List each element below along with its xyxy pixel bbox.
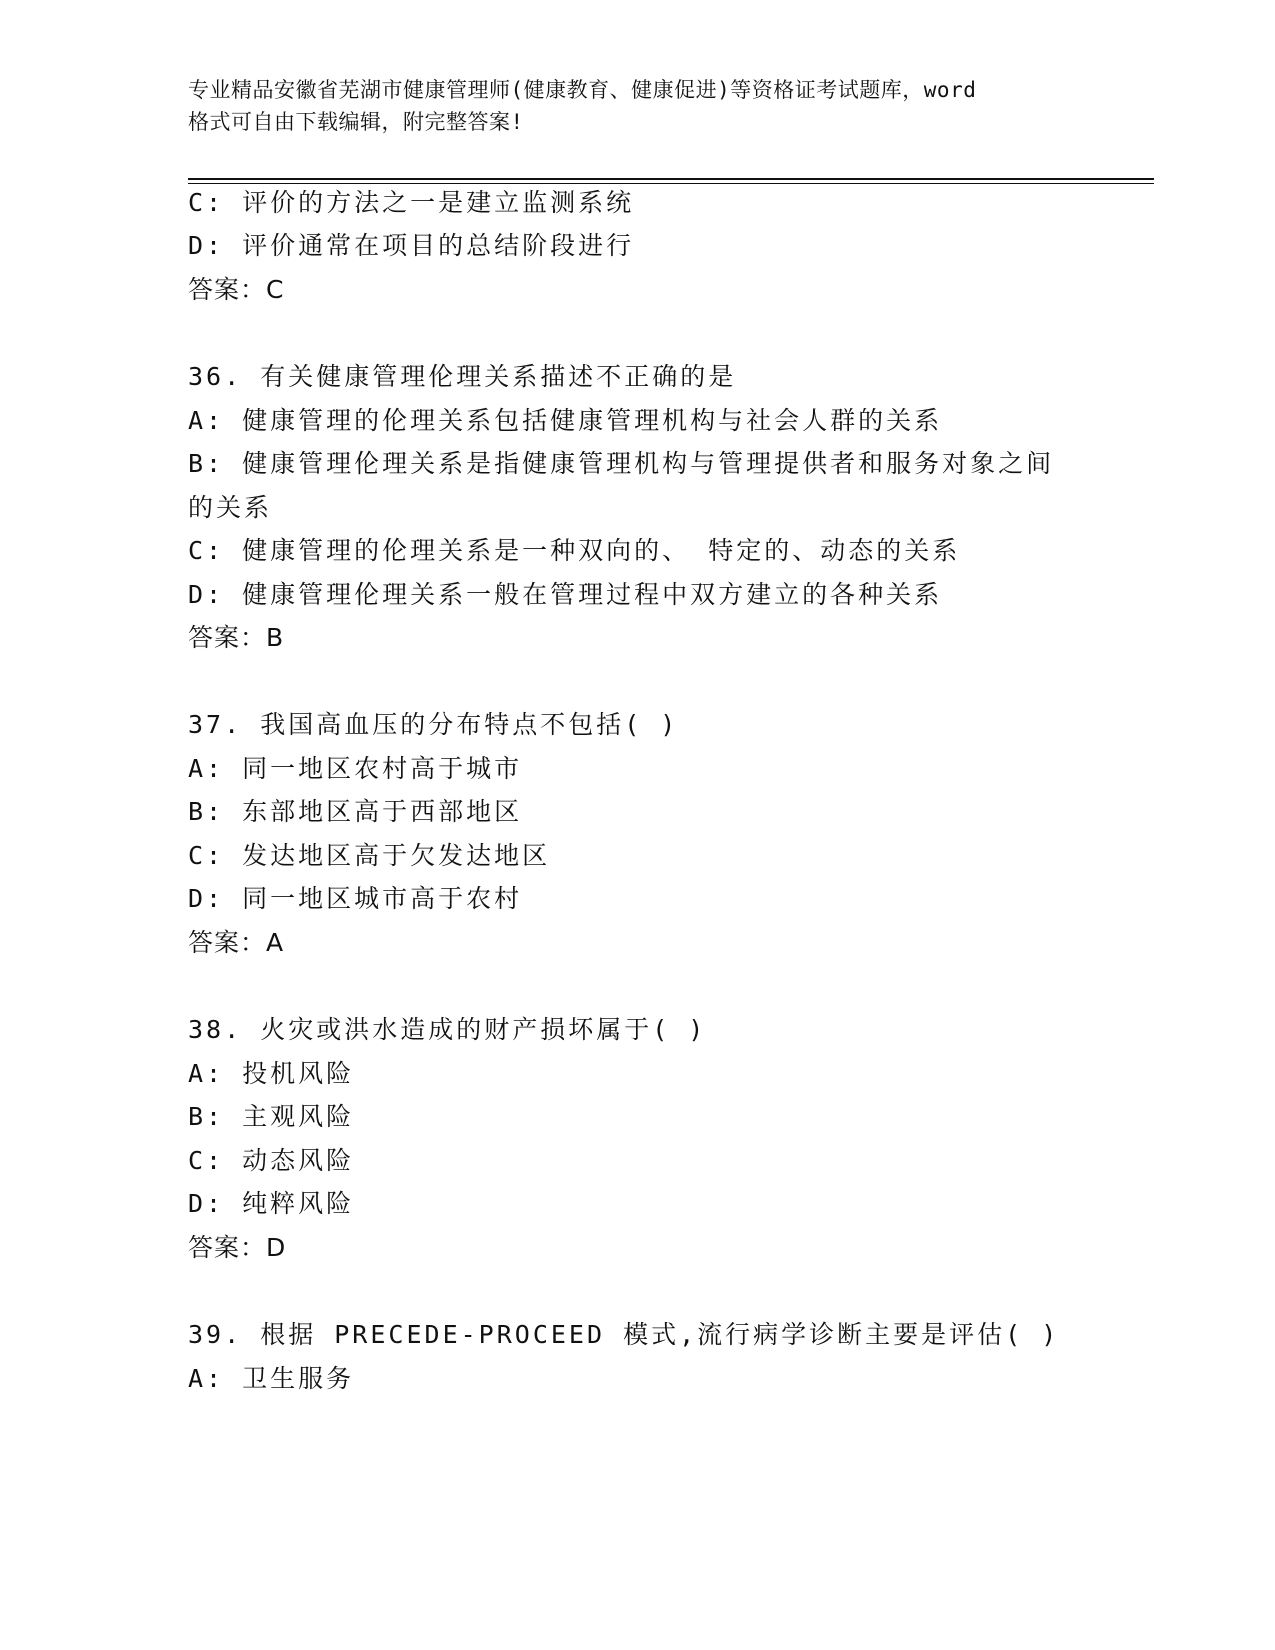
- q35-answer: 答案：C: [188, 275, 285, 304]
- q35-option-c: C: 评价的方法之一是建立监测系统: [188, 188, 635, 217]
- header-divider: [188, 178, 1154, 180]
- header-line-1: 专业精品安徽省芜湖市健康管理师(健康教育、健康促进)等资格证考试题库，word: [188, 78, 977, 102]
- q36-option-b: B: 健康管理伦理关系是指健康管理机构与管理提供者和服务对象之间: [188, 449, 1055, 478]
- q36-option-b-continued: 的关系: [188, 493, 273, 522]
- q36-option-c: C: 健康管理的伦理关系是一种双向的、 特定的、动态的关系: [188, 536, 961, 565]
- q36-question: 36. 有关健康管理伦理关系描述不正确的是: [188, 362, 737, 391]
- header-divider-thin: [188, 183, 1154, 184]
- q37-answer: 答案：A: [188, 928, 285, 957]
- q38-option-c: C: 动态风险: [188, 1146, 355, 1175]
- q38-option-b: B: 主观风险: [188, 1102, 355, 1131]
- q38-option-a: A: 投机风险: [188, 1059, 355, 1088]
- q39-question: 39. 根据 PRECEDE-PROCEED 模式,流行病学诊断主要是评估( ): [188, 1320, 1060, 1349]
- q36-answer: 答案：B: [188, 623, 285, 652]
- q37-question: 37. 我国高血压的分布特点不包括( ): [188, 710, 679, 739]
- q36-option-a: A: 健康管理的伦理关系包括健康管理机构与社会人群的关系: [188, 406, 943, 435]
- q37-option-b: B: 东部地区高于西部地区: [188, 797, 523, 826]
- q38-option-d: D: 纯粹风险: [188, 1189, 355, 1218]
- q37-option-c: C: 发达地区高于欠发达地区: [188, 841, 551, 870]
- q37-option-a: A: 同一地区农村高于城市: [188, 754, 523, 783]
- header-line-2: 格式可自由下载编辑，附完整答案!: [188, 110, 524, 134]
- document-header: [188, 74, 1088, 138]
- q39-option-a: A: 卫生服务: [188, 1364, 355, 1393]
- q36-option-d: D: 健康管理伦理关系一般在管理过程中双方建立的各种关系: [188, 580, 943, 609]
- q35-option-d: D: 评价通常在项目的总结阶段进行: [188, 231, 635, 260]
- q37-option-d: D: 同一地区城市高于农村: [188, 884, 523, 913]
- q38-question: 38. 火灾或洪水造成的财产损坏属于( ): [188, 1015, 707, 1044]
- q38-answer: 答案：D: [188, 1233, 287, 1262]
